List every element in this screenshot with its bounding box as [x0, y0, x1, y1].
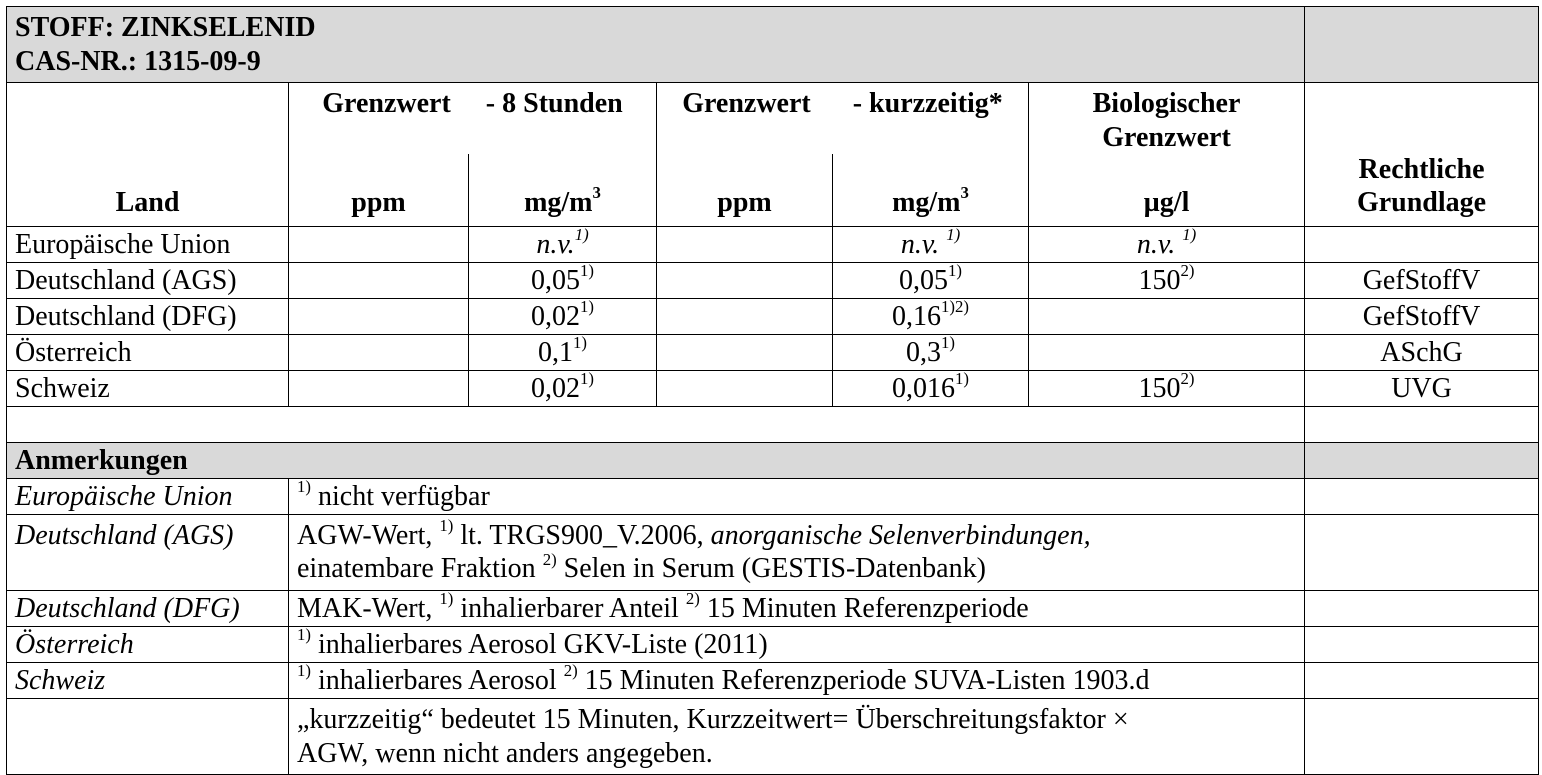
note-text: $^{1)}$ inhalierbares Aerosol $^{2)}$ 15 Minuten Referenzperiode SUVA-Listen 1903.d: [289, 663, 1305, 699]
note-row: [7, 591, 1539, 627]
row-mgm3-kurz: n.v. $^{1)}$: [833, 226, 1029, 262]
note-row: [7, 478, 1539, 514]
row-mgm3-8h: 0,02$^{1)}$: [469, 370, 657, 406]
note-text: $^{1)}$ nicht verfügbar: [289, 478, 1305, 514]
note-row: [7, 699, 1539, 775]
note-row: [7, 514, 1539, 590]
header-recht-line1: Rechtliche: [1358, 153, 1485, 185]
header-recht: [1305, 83, 1539, 227]
row-ppm-8h: [289, 334, 469, 370]
note-right-cell: [1305, 627, 1539, 663]
row-ppm-8h: [289, 262, 469, 298]
substance-title: [7, 7, 1305, 83]
note-land: Österreich: [7, 627, 289, 663]
note-land: Europäische Union: [7, 478, 289, 514]
table-row: [7, 262, 1539, 298]
row-mgm3-kurz: 0,016$^{1)}$: [833, 370, 1029, 406]
row-recht: GefStoffV: [1305, 298, 1539, 334]
row-recht: UVG: [1305, 370, 1539, 406]
note-right-cell: [1305, 514, 1539, 590]
row-bio: [1029, 298, 1305, 334]
note-right-cell: [1305, 478, 1539, 514]
header-group-8h: [289, 83, 657, 155]
row-land: Europäische Union: [7, 226, 289, 262]
note-row: [7, 627, 1539, 663]
row-mgm3-kurz: $0,16^{1)2)}$: [833, 298, 1029, 334]
row-ppm-8h: [289, 298, 469, 334]
note-land: Deutschland (DFG): [7, 591, 289, 627]
cas-number: CAS-NR.: 1315-09-9: [15, 45, 261, 77]
header-ugl: µg/l: [1029, 154, 1305, 226]
row-mgm3-8h: 0,02$^{1)}$: [469, 298, 657, 334]
note-land-empty: [7, 699, 289, 775]
note-text: AGW-Wert, $^{1)}$ lt. TRGS900_V.2006, anorganische Selenverbindungen, einatembare Fraktion $^{2)}$ Selen in Serum (GESTIS-Datenbank): [289, 514, 1305, 590]
table-row: [7, 298, 1539, 334]
row-recht: ASchG: [1305, 334, 1539, 370]
row-ppm-kurz: [657, 298, 833, 334]
row-land: Deutschland (DFG): [7, 298, 289, 334]
row-ppm-kurz: [657, 334, 833, 370]
spacer-right-cell: [1305, 406, 1539, 442]
note-text: $^{1)}$ inhalierbares Aerosol GKV-Liste (2011): [289, 627, 1305, 663]
row-bio: 150$^{2)}$: [1029, 262, 1305, 298]
limit-values-table: [6, 6, 1539, 775]
row-ppm-kurz: [657, 370, 833, 406]
note-right-cell: [1305, 699, 1539, 775]
table-row: [7, 226, 1539, 262]
title-right-cell: [1305, 7, 1539, 83]
row-mgm3-8h: 0,05$^{1)}$: [469, 262, 657, 298]
row-mgm3-kurz: 0,3$^{1)}$: [833, 334, 1029, 370]
header-recht-line2: Grundlage: [1356, 187, 1487, 219]
row-ppm-8h: [289, 370, 469, 406]
note-land: Schweiz: [7, 663, 289, 699]
row-mgm3-8h: n.v.$^{1)}$: [469, 226, 657, 262]
notes-title-right-cell: [1305, 442, 1539, 478]
row-land: Österreich: [7, 334, 289, 370]
header-mgm3-8h: $mg/m^3$: [469, 154, 657, 226]
row-bio: 150$^{2)}$: [1029, 370, 1305, 406]
row-land: Deutschland (AGS): [7, 262, 289, 298]
note-row: [7, 663, 1539, 699]
row-mgm3-kurz: 0,05$^{1)}$: [833, 262, 1029, 298]
row-ppm-kurz: [657, 262, 833, 298]
spacer-row: [7, 406, 1305, 442]
substance-name: STOFF: ZINKSELENID: [15, 12, 316, 43]
note-kurz-line1: „kurzzeitig“ bedeutet 15 Minuten, Kurzzeitwert= Überschreitungsfaktor ×: [297, 704, 1129, 736]
header-ppm-kurz: ppm: [657, 154, 833, 226]
table-row: [7, 334, 1539, 370]
notes-title: Anmerkungen: [7, 442, 1305, 478]
header-land: Land: [7, 83, 289, 227]
note-kurz-line2: AGW, wenn nicht anders angegeben.: [297, 737, 713, 769]
header-group-kurz: [657, 83, 1029, 155]
header-bio-line2: Grenzwert: [1102, 121, 1231, 153]
note-right-cell: [1305, 591, 1539, 627]
header-bio: [1029, 83, 1305, 155]
row-bio: n.v. $^{1)}$: [1029, 226, 1305, 262]
note-text-kurzzeitig: [289, 699, 1305, 775]
header-ppm-8h: ppm: [289, 154, 469, 226]
row-land: Schweiz: [7, 370, 289, 406]
row-mgm3-8h: 0,1$^{1)}$: [469, 334, 657, 370]
table-row: [7, 370, 1539, 406]
note-land: Deutschland (AGS): [7, 514, 289, 590]
note-text: MAK-Wert, $^{1)}$ inhalierbarer Anteil $^{2)}$ 15 Minuten Referenzperiode: [289, 591, 1305, 627]
row-recht: [1305, 226, 1539, 262]
note-right-cell: [1305, 663, 1539, 699]
row-recht: GefStoffV: [1305, 262, 1539, 298]
header-mgm3-kurz: $mg/m^3$: [833, 154, 1029, 226]
row-ppm-kurz: [657, 226, 833, 262]
row-ppm-8h: [289, 226, 469, 262]
header-group-8h-label: Grenzwert - 8 Stunden: [322, 88, 623, 120]
header-bio-line1: Biologischer: [1092, 88, 1241, 120]
header-group-kurz-label: Grenzwert - kurzzeitig*: [682, 88, 1003, 120]
row-bio: [1029, 334, 1305, 370]
